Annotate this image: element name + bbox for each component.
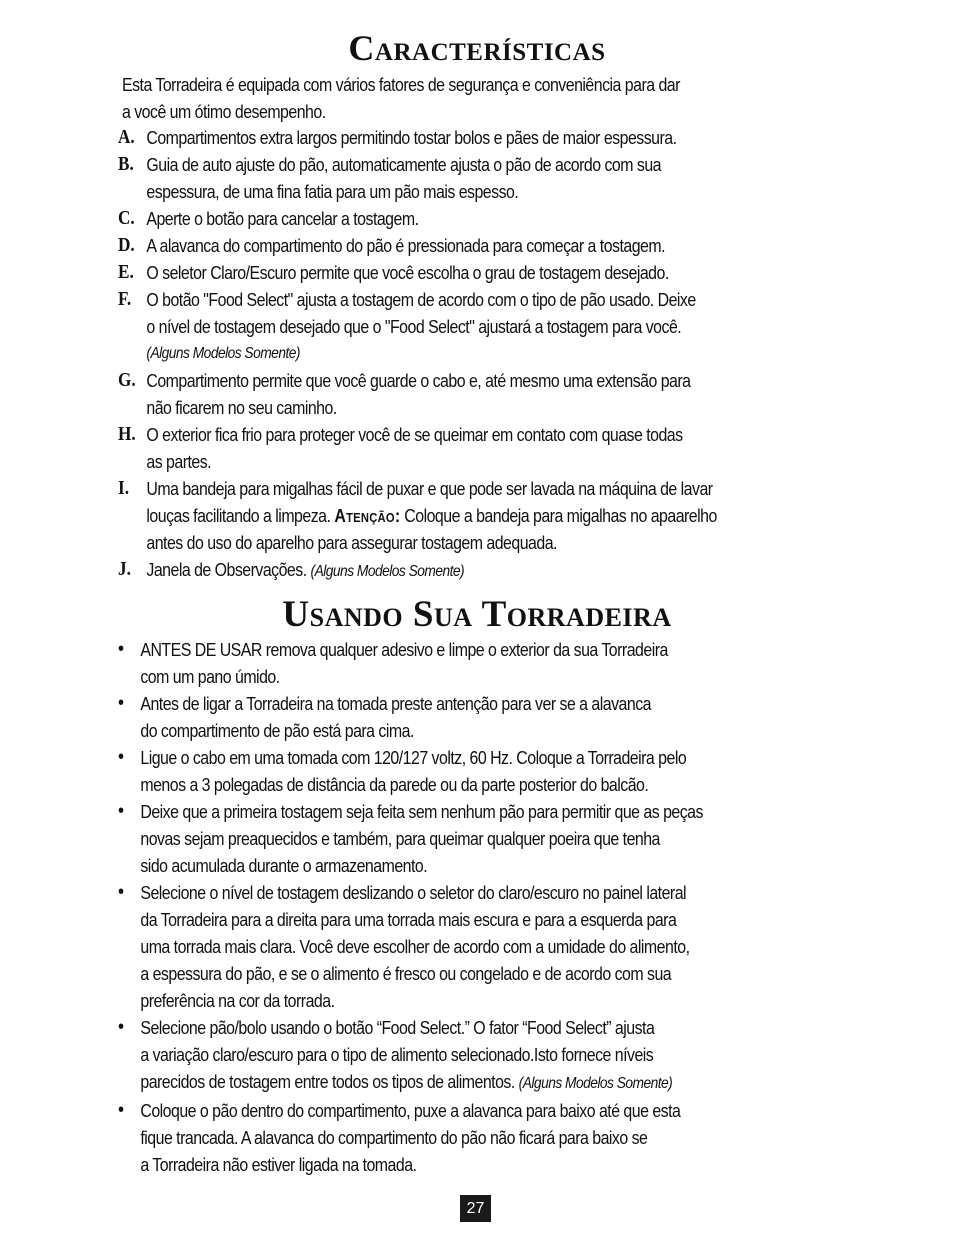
item-letter: J. (118, 558, 131, 580)
list-item (118, 259, 717, 286)
item-letter: B. (118, 153, 134, 175)
item-line: com um pano úmido. (140, 666, 280, 687)
item-letter: H. (118, 423, 136, 445)
list-item (118, 744, 703, 798)
item-line: do compartimento de pão está para cima. (140, 720, 414, 741)
item-line: espessura, de uma fina fatia para um pão mais espesso. (146, 181, 519, 202)
item-letter: F. (118, 288, 132, 310)
list-item (118, 636, 703, 690)
item-line: preferência na cor da torrada. (140, 990, 335, 1011)
item-letter: A. (118, 126, 135, 148)
list-item (118, 421, 717, 475)
item-line: novas sejam preaquecidos e também, para queimar qualquer poeira que tenha (140, 828, 660, 849)
bullet: • (118, 746, 124, 768)
page-number: 27 (460, 1195, 491, 1222)
list-item (118, 124, 717, 151)
item-line: as partes. (146, 451, 212, 472)
item-line: Selecione o nível de tostagem deslizando o seletor do claro/escuro no painel lateral (140, 882, 687, 903)
item-line: ANTES DE USAR remova qualquer adesivo e limpe o exterior da sua Torradeira (140, 639, 668, 660)
item-line: da Torradeira para a direita para uma torrada mais escura e para a esquerda para (140, 909, 677, 930)
item-line: Antes de ligar a Torradeira na tomada preste antenção para ver se a alavanca (140, 693, 651, 714)
list-item (118, 1014, 703, 1097)
item-line: Compartimentos extra largos permitindo tostar bolos e pães de maior espessura. (146, 127, 677, 148)
item-line: Ligue o cabo em uma tomada com 120/127 voltz, 60 Hz. Coloque a Torradeira pelo (140, 747, 687, 768)
models-note: (Alguns Modelos Somente) (146, 345, 300, 362)
item-line-segment: parecidos de tostagem entre todos os tipos de alimentos. (140, 1071, 519, 1092)
item-line: não ficarem no seu caminho. (146, 397, 337, 418)
intro-paragraph (122, 71, 680, 125)
item-line: Guia de auto ajuste do pão, automaticamente ajusta o pão de acordo com sua (146, 154, 661, 175)
item-line: O botão "Food Select" ajusta a tostagem de acordo com o tipo de pão usado. Deixe (146, 289, 696, 310)
models-note: (Alguns Modelos Somente) (310, 563, 465, 580)
item-line: Compartimento permite que você guarde o cabo e, até mesmo uma extensão para (146, 370, 691, 391)
bullet: • (118, 1099, 124, 1121)
section-title-caracteristicas: Características (348, 28, 606, 68)
item-line: o nível de tostagem desejado que o "Food Select" ajustará a tostagem para você. (146, 316, 682, 337)
item-line: Deixe que a primeira tostagem seja feita sem nenhum pão para permitir que as peças (140, 801, 703, 822)
bullet: • (118, 638, 124, 660)
list-item (118, 879, 703, 1014)
list-item (118, 690, 703, 744)
item-line: Uma bandeja para migalhas fácil de puxar e que pode ser lavada na máquina de lavar (146, 478, 713, 499)
item-line (146, 502, 716, 529)
item-line: Selecione pão/bolo usando o botão “Food Select.” O fator “Food Select” ajusta (140, 1017, 655, 1038)
item-line: antes do uso do aparelho para assegurar tostagem adequada. (146, 532, 557, 553)
features-list (118, 124, 717, 585)
item-line: uma torrada mais clara. Você deve escolher de acordo com a umidade do alimento, (140, 936, 690, 957)
item-letter: D. (118, 234, 135, 256)
list-item (118, 556, 717, 585)
list-item (118, 205, 717, 232)
bullet: • (118, 800, 124, 822)
list-item (118, 798, 703, 879)
item-line: a variação claro/escuro para o tipo de alimento selecionado.Isto fornece níveis (140, 1044, 654, 1065)
item-line (140, 1068, 672, 1097)
item-letter: I. (118, 477, 130, 499)
section-title-usando: Usando Sua Torradeira (282, 594, 672, 635)
list-item (118, 367, 717, 421)
usage-list (118, 636, 703, 1178)
item-line: Coloque o pão dentro do compartimento, puxe a alavanca para baixo até que esta (140, 1100, 681, 1121)
item-line: sido acumulada durante o armazenamento. (140, 855, 428, 876)
list-item (118, 1097, 703, 1178)
item-line: a Torradeira não estiver ligada na tomada. (140, 1154, 417, 1175)
item-line (146, 556, 464, 585)
item-line-segment: Coloque a bandeja para migalhas no apaarelho (400, 505, 717, 526)
item-letter: E. (118, 261, 134, 283)
intro-line: Esta Torradeira é equipada com vários fatores de segurança e conveniência para dar (122, 74, 680, 95)
bullet: • (118, 692, 124, 714)
item-line: Aperte o botão para cancelar a tostagem. (146, 208, 419, 229)
item-line-segment: Janela de Observações. (146, 559, 311, 580)
item-letter: G. (118, 369, 136, 391)
list-item (118, 232, 717, 259)
item-line: a espessura do pão, e se o alimento é fresco ou congelado e de acordo com sua (140, 963, 672, 984)
list-item (118, 475, 717, 556)
models-note: (Alguns Modelos Somente) (518, 1075, 673, 1092)
item-line-segment: louças facilitando a limpeza. (146, 505, 335, 526)
item-line: menos a 3 polegadas de distância da parede ou da parte posterior do balcão. (140, 774, 649, 795)
item-letter: C. (118, 207, 135, 229)
attention-label: Atenção: (334, 505, 401, 526)
intro-line: a você um ótimo desempenho. (122, 101, 326, 122)
list-item (118, 151, 717, 205)
bullet: • (118, 1016, 124, 1038)
item-line: O seletor Claro/Escuro permite que você escolha o grau de tostagem desejado. (146, 262, 669, 283)
list-item (118, 286, 717, 367)
item-line: O exterior fica frio para proteger você de se queimar em contato com quase todas (146, 424, 683, 445)
item-line: fique trancada. A alavanca do compartimento do pão não ficará para baixo se (140, 1127, 648, 1148)
bullet: • (118, 881, 124, 903)
item-line: A alavanca do compartimento do pão é pressionada para começar a tostagem. (146, 235, 666, 256)
